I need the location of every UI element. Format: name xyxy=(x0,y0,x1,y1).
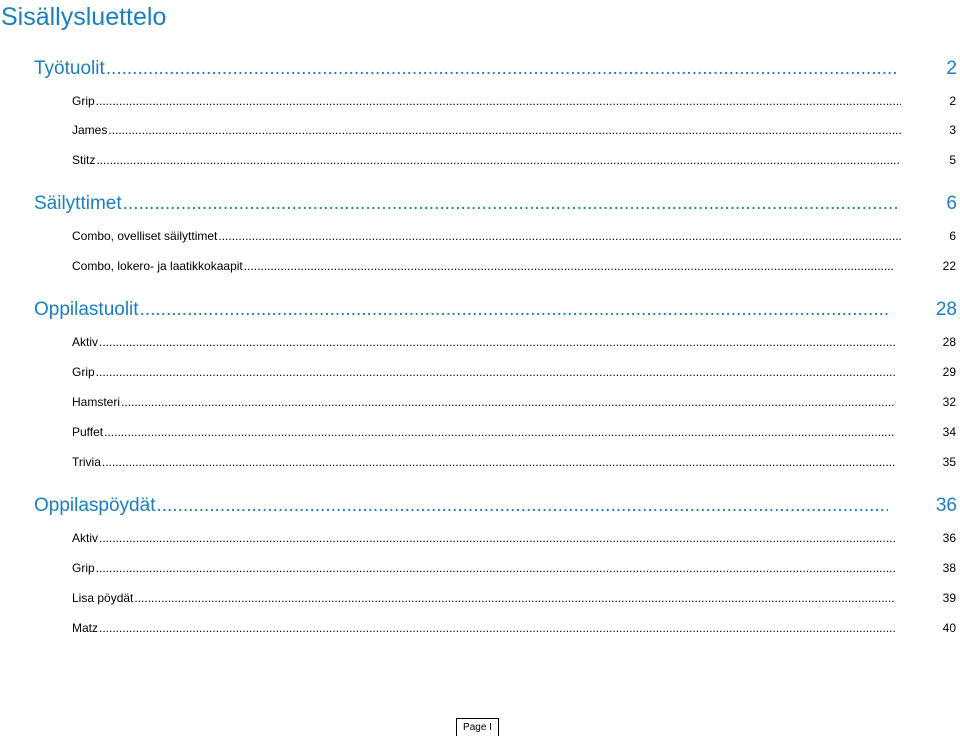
toc-item-page: 28 xyxy=(942,335,956,349)
toc-section-page: 6 xyxy=(946,193,957,214)
toc-item[interactable] xyxy=(72,530,956,546)
toc-section-label: Työtuolit xyxy=(34,58,105,79)
toc-item[interactable] xyxy=(72,590,956,606)
toc-item-label: Combo, lokero- ja laatikkokaapit xyxy=(72,259,243,273)
toc-leader-dots xyxy=(244,258,895,274)
toc-section-oppilaspoydat[interactable] xyxy=(34,494,957,518)
toc-item-label: Grip xyxy=(72,561,95,575)
toc-item[interactable] xyxy=(72,364,956,380)
toc-item-label: Combo, ovelliset säilyttimet xyxy=(72,229,218,243)
toc-section-label: Oppilaspöydät xyxy=(34,495,156,516)
toc-section-page: 2 xyxy=(946,58,957,79)
toc-item-label: James xyxy=(72,123,108,137)
toc-leader-dots xyxy=(96,93,902,109)
toc-item-page: 5 xyxy=(949,153,956,167)
toc-section-label: Oppilastuolit xyxy=(34,299,139,320)
toc-item-page: 3 xyxy=(949,123,956,137)
toc-section-label: Säilyttimet xyxy=(34,193,122,214)
toc-item-label: Grip xyxy=(72,365,95,379)
toc-item[interactable] xyxy=(72,228,956,244)
toc-item-page: 36 xyxy=(942,531,956,545)
toc-item-page: 29 xyxy=(942,365,956,379)
toc-section-page: 28 xyxy=(935,299,957,320)
toc-item[interactable] xyxy=(72,93,956,109)
toc-item-label: Aktiv xyxy=(72,531,99,545)
page-number-footer: Page I xyxy=(456,718,499,736)
toc-item-page: 34 xyxy=(942,425,956,439)
toc-item-label: Puffet xyxy=(72,425,104,439)
page-title: Sisällysluettelo xyxy=(1,3,167,31)
toc-item-label: Grip xyxy=(72,94,95,108)
toc-leader-dots xyxy=(96,152,901,168)
toc-item-page: 39 xyxy=(942,591,956,605)
toc-item[interactable] xyxy=(72,334,956,350)
toc-item-label: Stitz xyxy=(72,153,96,167)
toc-section-tyotuolit[interactable] xyxy=(34,57,957,81)
toc-item[interactable] xyxy=(72,454,956,470)
toc-section-oppilastuolit[interactable] xyxy=(34,298,957,322)
toc-leader-dots xyxy=(104,424,895,440)
toc-item[interactable] xyxy=(72,424,956,440)
toc-item[interactable] xyxy=(72,122,956,138)
toc-leader-dots xyxy=(218,228,901,244)
toc-item-page: 32 xyxy=(942,395,956,409)
toc-item[interactable] xyxy=(72,394,956,410)
toc-item-page: 6 xyxy=(949,229,956,243)
toc-section-sailyttimet[interactable] xyxy=(34,192,957,216)
toc-item-label: Hamsteri xyxy=(72,395,121,409)
toc-leader-dots xyxy=(121,394,895,410)
toc-item[interactable] xyxy=(72,152,956,168)
toc-item-page: 35 xyxy=(942,455,956,469)
toc-item-label: Lisa pöydät xyxy=(72,591,134,605)
toc-leader-dots xyxy=(99,620,895,636)
toc-item-page: 40 xyxy=(942,621,956,635)
toc-leader-dots xyxy=(108,122,901,138)
toc-item[interactable] xyxy=(72,258,956,274)
toc-leader-dots xyxy=(102,454,895,470)
toc-leader-dots xyxy=(106,57,899,81)
toc-item-page: 2 xyxy=(949,94,956,108)
toc-leader-dots xyxy=(156,494,887,518)
toc-leader-dots xyxy=(99,530,895,546)
toc-item-label: Trivia xyxy=(72,455,101,469)
toc-leader-dots xyxy=(134,590,894,606)
toc-item-label: Matz xyxy=(72,621,99,635)
toc-section-page: 36 xyxy=(935,495,957,516)
toc-item[interactable] xyxy=(72,560,956,576)
toc-leader-dots xyxy=(96,364,895,380)
toc-item[interactable] xyxy=(72,620,956,636)
toc-item-label: Aktiv xyxy=(72,335,99,349)
toc-item-page: 22 xyxy=(942,259,956,273)
toc-item-page: 38 xyxy=(942,561,956,575)
toc-leader-dots xyxy=(140,298,888,322)
toc-leader-dots xyxy=(123,192,899,216)
toc-leader-dots xyxy=(96,560,895,576)
toc-leader-dots xyxy=(99,334,895,350)
